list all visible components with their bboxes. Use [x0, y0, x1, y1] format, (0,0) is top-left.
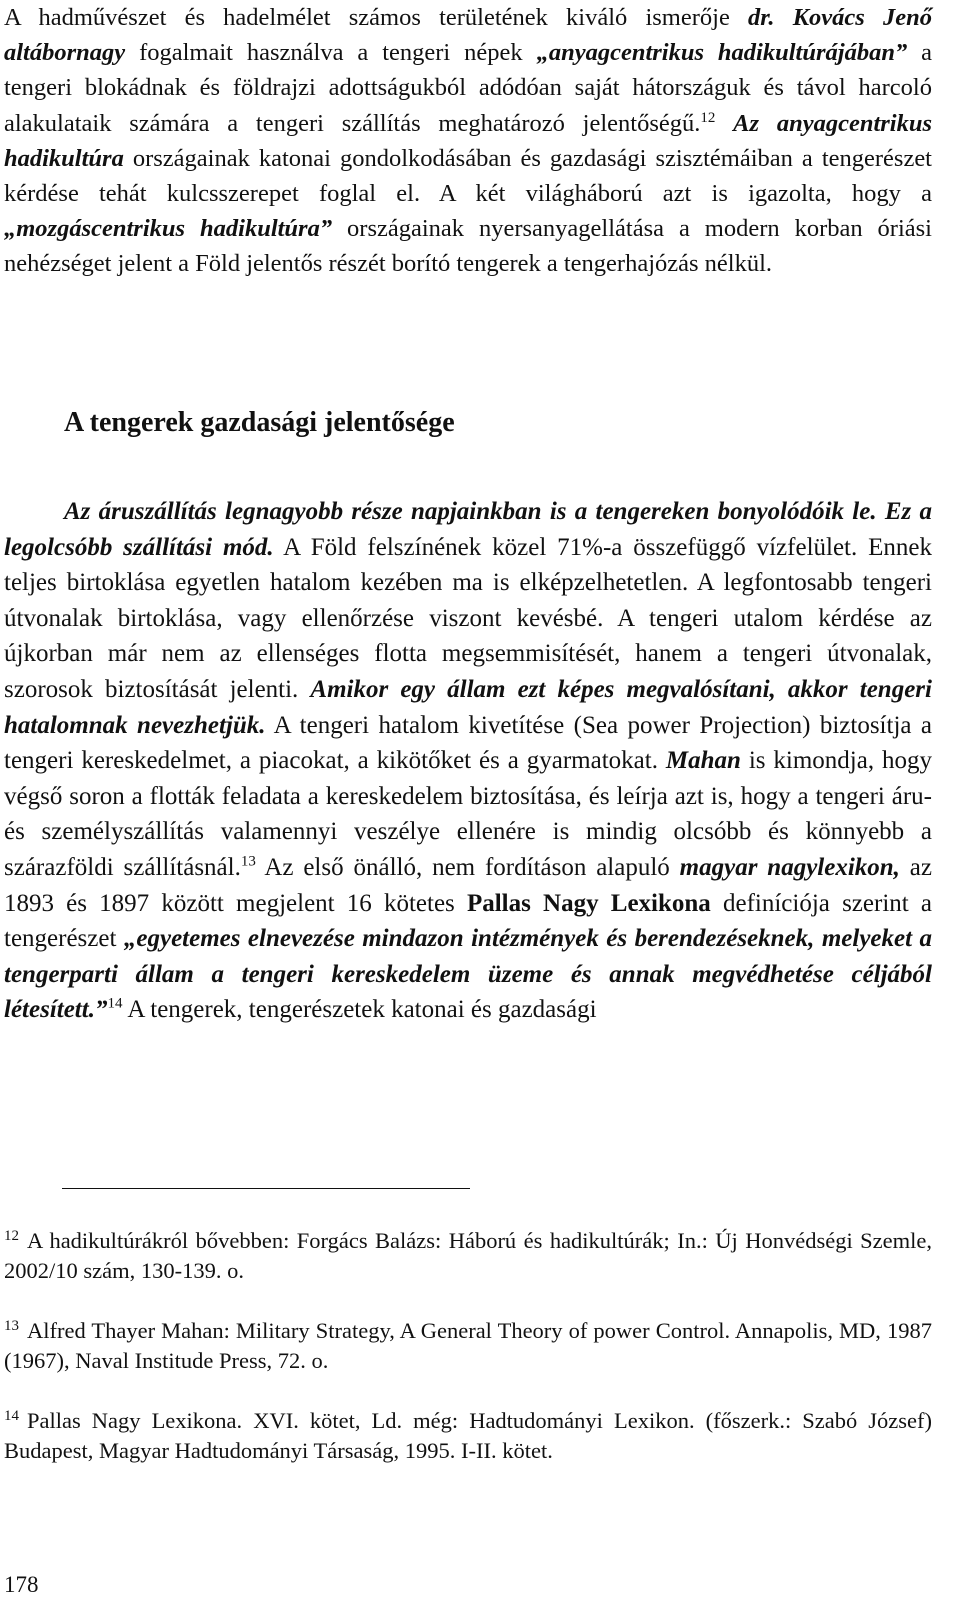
author-name: dr. Kovács Jenő altábornagy	[4, 4, 932, 67]
footnote-14	[4, 1406, 932, 1466]
section-text-3: is kimondja, hogy végső soron a flották feladata a kereskedelem biztosítása, és leírja azt is, hogy a tengeri áru- és személyszállítás valamennyi veszélye ellenére is mindig olcsóbb és könnyebb a szárazföldi szállításnál.	[4, 747, 932, 881]
section-text-7: A tengerek, tengerészetek katonai és gazdasági	[122, 996, 597, 1024]
footnote-text: Alfred Thayer Mahan: Military Strategy, A General Theory of power Control. Annapolis, MD, 1987 (1967), Naval Institude Press, 72. o.	[4, 1318, 932, 1373]
footnote-12	[4, 1226, 932, 1286]
intro-paragraph	[4, 0, 932, 282]
pallas-title: Pallas Nagy Lexikona	[466, 889, 711, 917]
footnote-ref-12[interactable]: 12	[700, 109, 716, 126]
section-paragraph	[4, 494, 932, 1028]
page-number: 178	[4, 1572, 39, 1597]
mahan-name: Mahan	[665, 747, 741, 775]
footnote-number: 13	[4, 1317, 19, 1334]
section-text-5: az 1893 és 1897 között megjelent 16 kötetes	[4, 853, 932, 917]
footnote-ref-14[interactable]: 14	[107, 995, 123, 1012]
term-mozgascentrikus: „mozgáscentrikus hadikultúra”	[4, 215, 333, 243]
term-anyagcentrikus: „anyagcentrikus hadikultúrájában”	[536, 39, 908, 67]
intro-text-2: fogalmait használva a tengeri népek	[125, 39, 537, 67]
intro-text-3: a tengeri blokádnak és földrajzi adottságukból adódóan saját hátországuk és távol harcoló alakulataik számára a tengeri szállítás meghatározó jelentőségű.	[4, 39, 933, 137]
footnote-ref-13[interactable]: 13	[240, 853, 256, 870]
footnote-text: Pallas Nagy Lexikona. XVI. kötet, Ld. még: Hadtudományi Lexikon. (főszerk.: Szabó József) Budapest, Magyar Hadtudományi Társaság, 1995. I-II. kötet.	[4, 1408, 932, 1463]
footnote-number: 14	[4, 1407, 19, 1424]
term-anyagcentrikus-hadikultura: Az anyagcentrikus hadikultúra	[4, 109, 933, 172]
footnote-text: A hadikultúrákról bővebben: Forgács Balázs: Háború és hadikultúrák; In.: Új Honvédségi Szemle, 2002/10 szám, 130-139. o.	[4, 1228, 932, 1283]
section-heading: A tengerek gazdasági jelentősége	[64, 407, 455, 438]
sea-power-claim: Amikor egy állam ezt képes megvalósítani, akkor tengeri hatalomnak nevezhetjük.	[4, 675, 932, 739]
section-text-4: Az első önálló, nem fordításon alapuló	[255, 853, 680, 881]
definition-quote: „egyetemes elnevezése mindazon intézmények és berendezéseknek, melyeket a tengerparti állam a tengeri kereskedelem üzeme és annak megvédhetése céljából létesített.”	[4, 925, 932, 1024]
footnote-number: 12	[4, 1227, 19, 1244]
section-text-6: definíciója szerint a tengerészet	[4, 889, 932, 953]
footnote-13	[4, 1316, 932, 1376]
intro-text-4: országainak katonai gondolkodásában és gazdasági szisztémáiban a tengerészet kérdése tehát kulcsszerepet foglal el. A két világháború azt is igazolta, hogy a	[4, 144, 932, 208]
section-lead: Az áruszállítás legnagyobb része napjainkban is a tengereken bonyolódóik le. Ez a legolcsóbb szállítási mód.	[4, 498, 932, 561]
intro-text-5: országainak nyersanyagellátása a modern korban óriási nehézséget jelent a Föld jelentős részét borító tengerek a tengerhajózás nélkül.	[4, 215, 932, 278]
section-text-2: A tengeri hatalom kivetítése (Sea power Projection) biztosítja a tengeri kereskedelmet, a piacokat, a kikötőket és a gyarmatokat.	[4, 711, 932, 775]
lexicon-term: magyar nagylexikon,	[679, 853, 900, 881]
footnote-separator	[62, 1188, 470, 1189]
section-text-1: A Föld felszínének közel 71%-a összefüggő vízfelület. Ennek teljes birtoklása egyetlen hatalom kezében ma is elképzelhetetlen. A legfontosabb tengeri útvonalak birtoklása, vagy ellenőrzése viszont kevésbé. A tengeri utalom kérdése az újkorban már nem az ellenséges flotta megsemmisítését, hanem a tengeri útvonalak, szorosok biztosítását jelenti.	[4, 533, 932, 703]
intro-text-1: A hadművészet és hadelmélet számos területének kiváló ismerője	[4, 4, 748, 31]
